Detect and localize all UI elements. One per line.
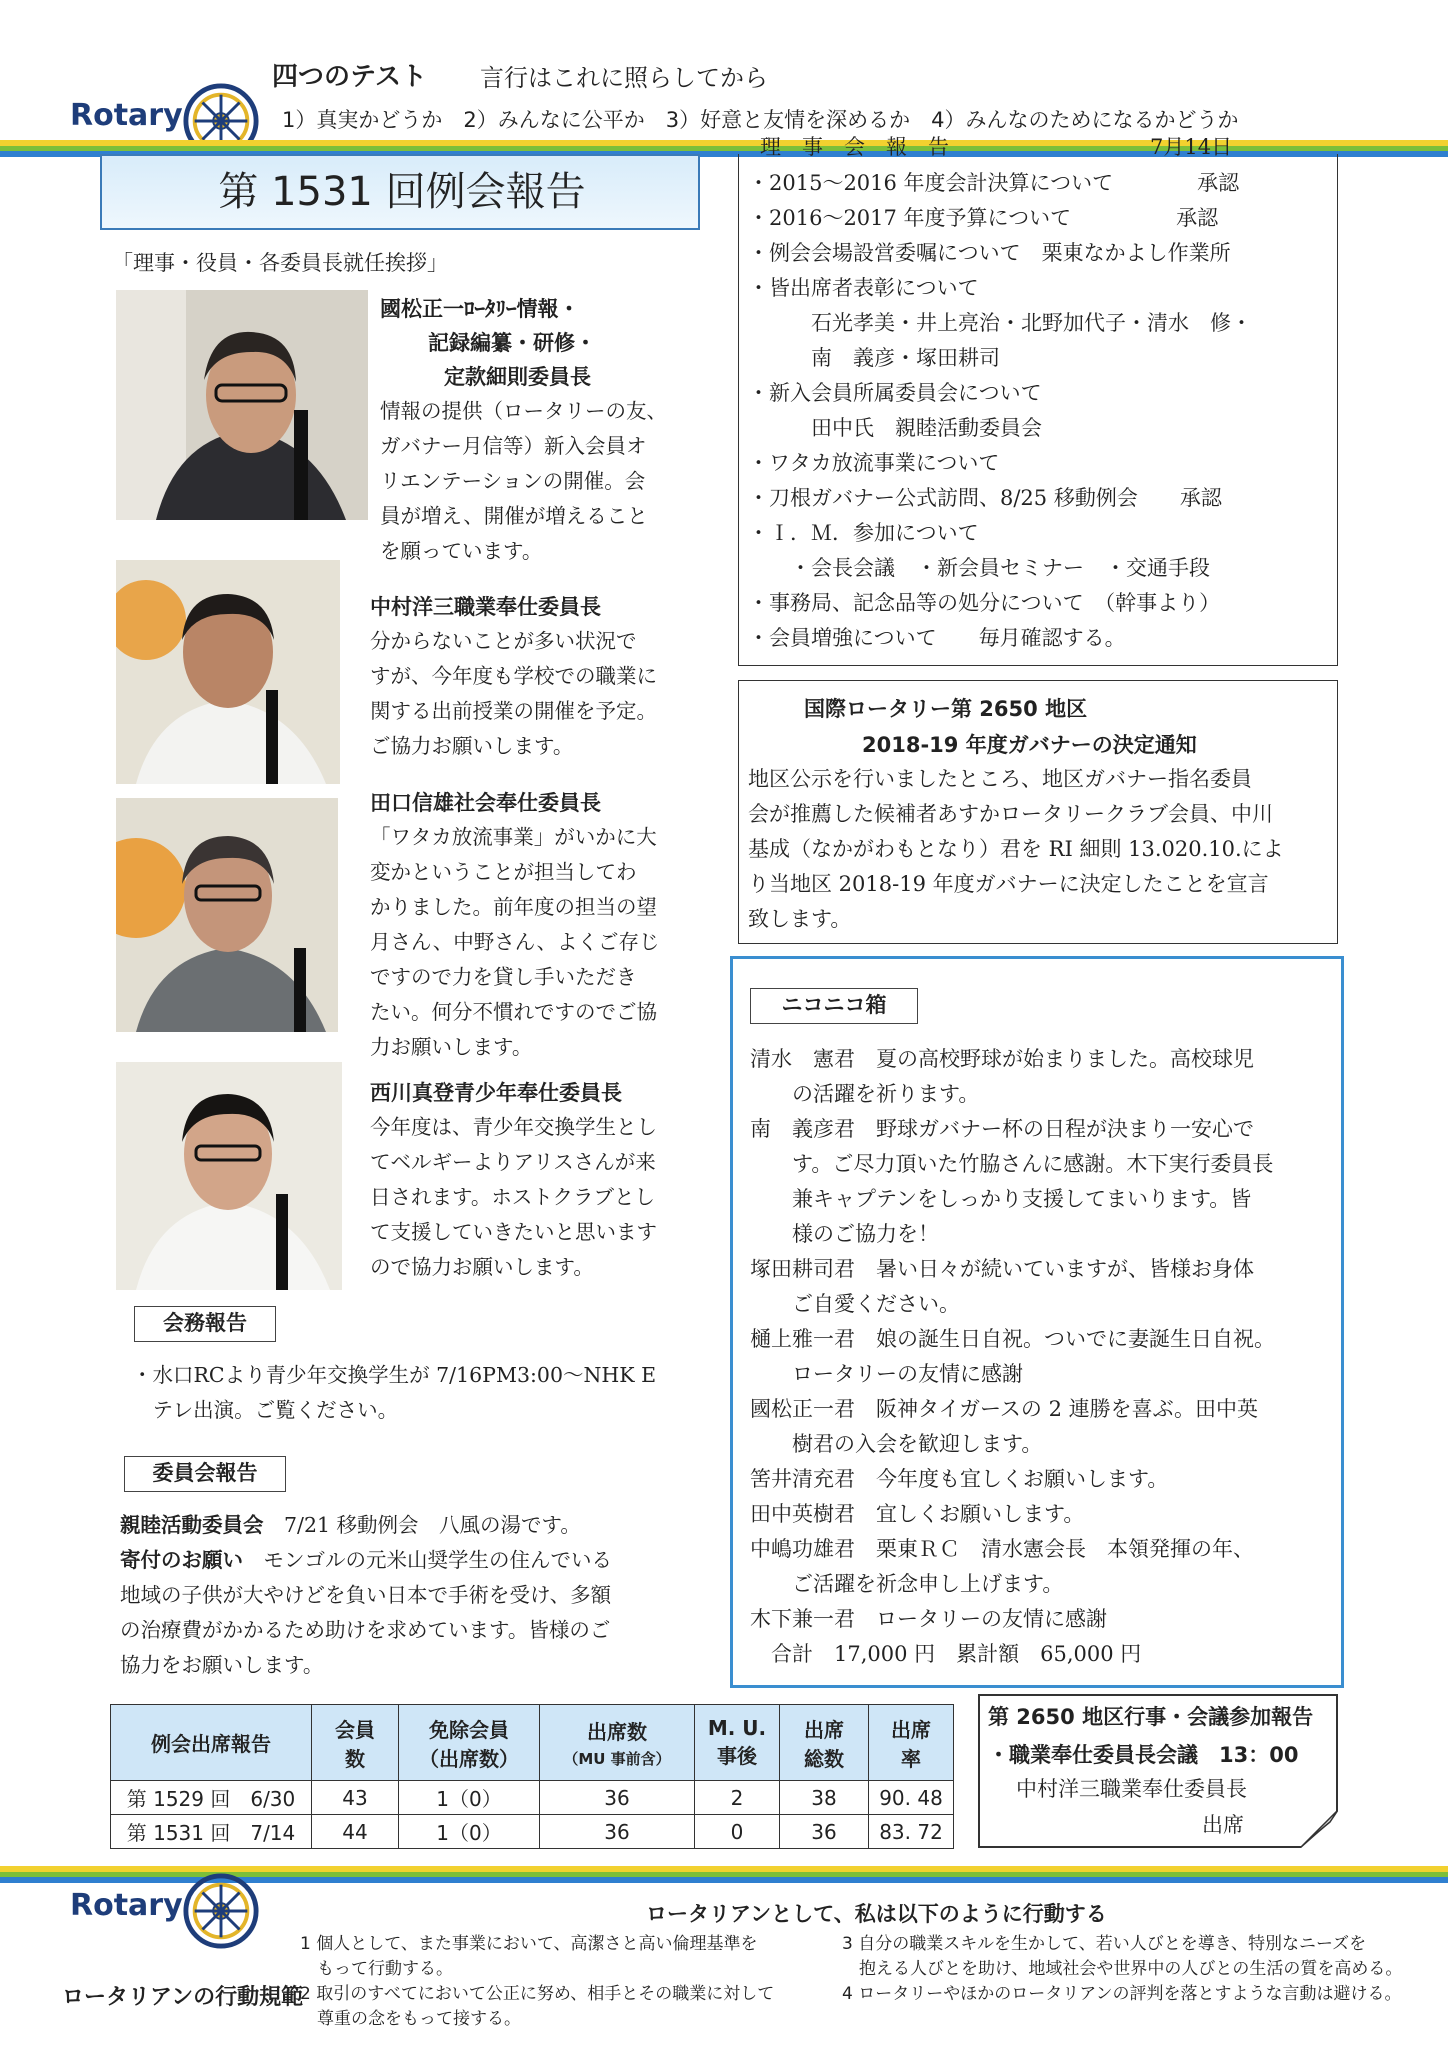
footer-code-title: ロータリアンの行動規範: [62, 1985, 304, 2010]
speaker-4-text: 今年度は、青少年交換学生とし てベルギーよりアリスさんが来 日されます。ホストクラブとし て支援していきたいと思います ので協力お願いします。: [370, 1115, 657, 1279]
speaker-2-text: 分からないことが多い状況で すが、今年度も学校での職業に 関する出前授業の開催を予定。 ご協力お願いします。: [370, 629, 657, 758]
rotary-logo-text: Rotary: [70, 98, 183, 133]
attendance-header-cell: 例会出席報告: [111, 1705, 312, 1781]
attendance-header-cell: M. U. 事後: [695, 1705, 780, 1781]
table-row: 第 1531 回 7/14 44 1（0） 36 0 36 83. 72: [111, 1815, 954, 1849]
four-way-tests: 1）真実かどうか 2）みんなに公平か 3）好意と友情を深めるか 4）みんなのためになるかどうか: [282, 108, 1239, 132]
committee-report-text: 親睦活動委員会 7/21 移動例会 八風の湯です。 寄付のお願い モンゴルの元米山奨学生の住んでいる 地域の子供が大やけどを負い日本で手術を受け、多額 の治療費がかかるため助けを求めています。皆様のご 協力をお願いします。: [120, 1513, 612, 1677]
district-report-line3: 出席: [1202, 1813, 1244, 1837]
speaker-3-text: 「ワタカ放流事業」がいかに大 変かということが担当してわ かりました。前年度の担当の望 月さん、中野さん、よくご存じ ですので力を貸し手いただき たい。何分不慣れですのでご協 力お願いします。: [370, 825, 660, 1059]
report-title: 第 1531 回例会報告: [218, 169, 586, 215]
footer-heading: ロータリアンとして、私は以下のように行動する: [646, 1902, 1107, 1926]
district-report-line2: 中村洋三職業奉仕委員長: [1016, 1777, 1247, 1801]
attendance-header-cell: 出席 率: [869, 1705, 954, 1781]
report-title-box: [100, 154, 700, 230]
office-report-text: ・水口RCより青少年交換学生が 7/16PM3:00～NHK E テレ出演。ご覧ください。: [132, 1363, 657, 1422]
speaker-1-text: 情報の提供（ロータリーの友、 ガバナー月信等）新入会員オ リエンテーションの開催。会 員が増え、開催が増えること を願っています。: [380, 399, 667, 563]
speaker-portrait-icon: [116, 290, 368, 520]
speaker-photo-4: [116, 1062, 342, 1290]
speaker-photo-1: [116, 290, 368, 520]
table-row: 第 1529 回 6/30 43 1（0） 36 2 38 90. 48: [111, 1781, 954, 1815]
governor-notice-text: 地区公示を行いましたところ、地区ガバナー指名委員 会が推薦した候補者あすかロータリークラブ会員、中川 基成（なかがわもとなり）君を RI 細則 13.020.10.によ り当地区 2018-19 年度ガバナーに決定したことを宣言 致します。: [748, 767, 1284, 931]
attendance-header-cell: 出席数 （MU 事前含）: [540, 1705, 695, 1781]
committee-report-label: 委員会報告: [124, 1456, 286, 1492]
speaker-portrait-icon: [116, 1062, 342, 1290]
district-report-line1: ・職業奉仕委員長会議 13：00: [988, 1743, 1299, 1767]
attendance-header-cell: 会員 数: [312, 1705, 399, 1781]
footer-rotary-logo-text: Rotary: [70, 1888, 183, 1923]
speaker-photo-3: [116, 798, 338, 1032]
governor-notice-title-2: 2018-19 年度ガバナーの決定通知: [862, 733, 1197, 757]
footer-items-right: 3 自分の職業スキルを生かして、若い人びとを導き、特別なニーズを 抱える人びとを助け、地域社会や世界中の人びとの生活の質を高める。 4 ロータリーやほかのロータリアンの評判を落とすような言動は避ける。: [842, 1934, 1403, 2004]
four-way-test-subtitle: 言行はこれに照らしてから: [480, 64, 768, 92]
nikoniko-label: ニコニコ箱: [750, 988, 918, 1024]
footer-rotary-wheel-icon: [182, 1872, 260, 1950]
governor-notice-title-1: 国際ロータリー第 2650 地区: [804, 697, 1088, 721]
speaker-photo-2: [116, 560, 340, 784]
board-report-items: ・2015～2016 年度会計決算について 承認 ・2016～2017 年度予算について 承認 ・例会会場設営委嘱について 栗東なかよし作業所 ・皆出席者表彰について 石光孝美・井上亮治・北野加代子・清水 修・ 南 義彦・塚田耕司 ・新入会員所属委員会について 田中氏 親睦活動委員会 ・ワタカ放流事業について ・刀根ガバナー公式訪問、8/25 移動例会 承認 ・Ｉ．Ｍ．参加について ・会長会議 ・新会員セミナー ・交通手段 ・事務局、記念品等の処分について （幹事より） ・会員増強について 毎月確認する。: [748, 171, 1252, 650]
attendance-header-cell: 免除会員 （出席数）: [399, 1705, 540, 1781]
attendance-table: [110, 1704, 954, 1849]
folded-corner-icon: [1300, 1810, 1338, 1848]
nikoniko-text: 清水 憲君 夏の高校野球が始まりました。高校球児 の活躍を祈ります。 南 義彦君 野球ガバナー杯の日程が決まり一安心で す。ご尽力頂いた竹脇さんに感謝。木下実行委員長 兼キャプテンをしっかり支援してまいります。皆 様のご協力を！ 塚田耕司君 暑い日々が続いていますが、皆様お身体 ご自愛ください。 樋上雅一君 娘の誕生日自祝。ついでに妻誕生日自祝。 ロータリーの友情に感謝 國松正一君 阪神タイガースの 2 連勝を喜ぶ。田中英 樹君の入会を歓迎します。 筈井清充君 今年度も宜しくお願いします。 田中英樹君 宜しくお願いします。 中嶋功雄君 栗東ＲＣ 清水憲会長 本領発揮の年、 ご活躍を祈念申し上げます。 木下兼一君 ロータリーの友情に感謝 合計 17,000 円 累計額 65,000 円: [750, 1047, 1275, 1666]
speaker-1-name: 國松正一ﾛｰﾀﾘｰ情報・ 記録編纂・研修・ 定款細則委員長: [380, 297, 596, 389]
speaker-4-name: 西川真登青少年奉仕委員長: [370, 1081, 622, 1105]
greeting-heading: 「理事・役員・各委員長就任挨拶」: [112, 251, 448, 275]
district-report-title: 第 2650 地区行事・会議参加報告: [988, 1705, 1314, 1729]
speaker-portrait-icon: [116, 560, 340, 784]
speaker-2-name: 中村洋三職業奉仕委員長: [370, 595, 601, 619]
four-way-test-title: 四つのテスト: [272, 62, 427, 92]
speaker-3-name: 田口信雄社会奉仕委員長: [370, 791, 601, 815]
attendance-header-row: [111, 1705, 954, 1781]
speaker-portrait-icon: [116, 798, 338, 1032]
office-report-label: 会務報告: [134, 1306, 276, 1342]
footer-items-left: 1 個人として、また事業において、高潔さと高い倫理基準を もって行動する。 2 取引のすべてにおいて公正に努め、相手とその職業に対して 尊重の念をもって接する。: [300, 1934, 775, 2029]
attendance-header-cell: 出席 総数: [780, 1705, 869, 1781]
